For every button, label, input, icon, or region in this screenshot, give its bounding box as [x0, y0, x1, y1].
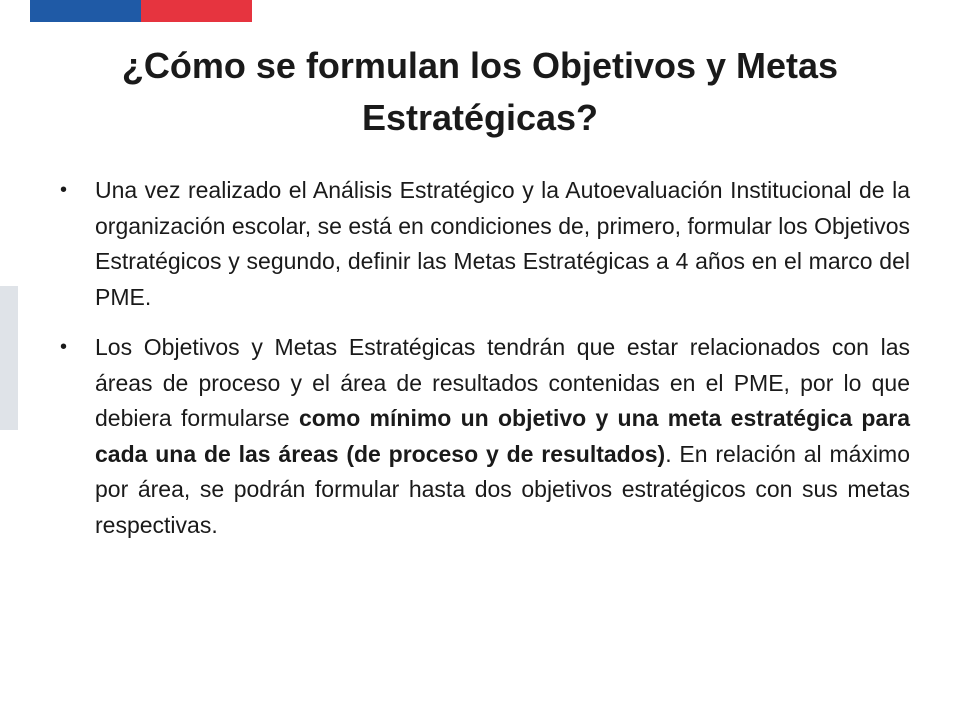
- bullet-item-1: [60, 173, 910, 315]
- bullet-icon: •: [60, 179, 68, 201]
- flag-stripe: [30, 0, 252, 22]
- bullet-icon: •: [60, 336, 68, 358]
- flag-red-block: [141, 0, 252, 22]
- side-accent-bar: [0, 286, 18, 430]
- slide-title: ¿Cómo se formulan los Objetivos y Metas Estratégicas?: [121, 45, 839, 138]
- bullet-text-before: Los Objetivos y Metas Estratégicas tendrán que estar relacionados con las áreas de proceso y el área de resultados contenidas en el PME, por lo que debiera formularse: [95, 334, 910, 431]
- bullet-list: [60, 173, 910, 558]
- flag-blue-block: [30, 0, 141, 22]
- bullet-text: Una vez realizado el Análisis Estratégico y la Autoevaluación Institucional de la organización escolar, se está en condiciones de, primero, formular los Objetivos Estratégicos y segundo, definir las Metas Estratégicas a 4 años en el marco del PME.: [95, 177, 910, 310]
- bullet-item-2: [60, 330, 910, 543]
- bullet-text-after: . En relación al máximo por área, se podrán formular hasta dos objetivos estratégicos con sus metas respectivas.: [95, 440, 910, 538]
- bullet-text-bold: como mínimo un objetivo y una meta estratégica para cada una de las áreas (de proceso y de resultados): [95, 405, 910, 467]
